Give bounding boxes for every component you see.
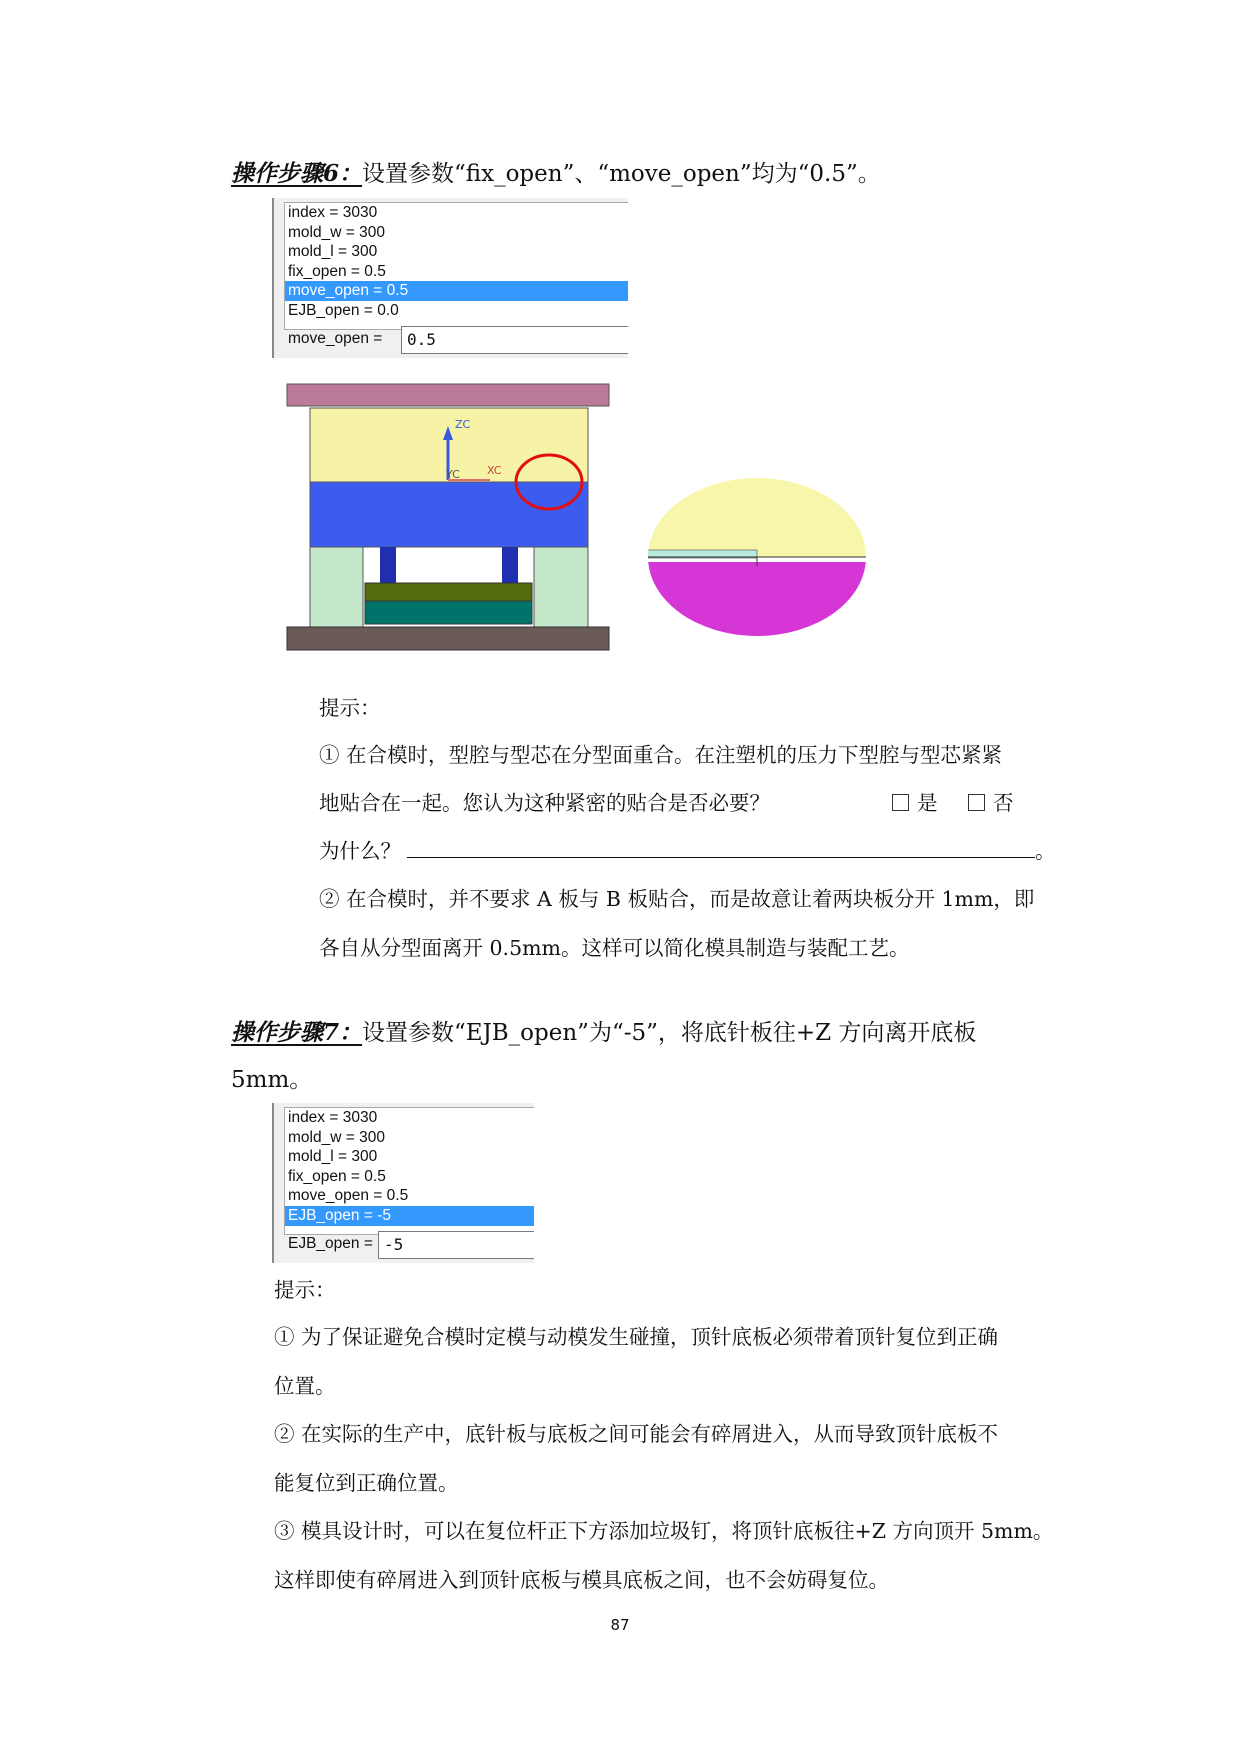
xc-label: XC bbox=[487, 464, 502, 477]
yes-label: 是 bbox=[917, 791, 938, 815]
parameter-panel-2 bbox=[272, 1103, 534, 1263]
list-item[interactable]: move_open = 0.5 bbox=[288, 1187, 409, 1205]
list-item[interactable]: index = 3030 bbox=[288, 204, 378, 221]
step7-text: 设置参数“EJB_open”为“-5”，将底针板往+Z 方向离开底板 bbox=[362, 1020, 977, 1046]
value-input-1[interactable]: 0.5 bbox=[401, 326, 628, 354]
page-number: 87 bbox=[610, 1616, 630, 1634]
list-item[interactable]: mold_w = 300 bbox=[288, 1128, 385, 1146]
spacer-block-right bbox=[534, 547, 588, 627]
step7-text-line2: 5mm。 bbox=[231, 1067, 313, 1093]
list-item[interactable]: mold_l = 300 bbox=[288, 243, 378, 261]
yc-label: YC bbox=[446, 468, 460, 481]
parameter-panel-1 bbox=[272, 198, 628, 358]
list-item-selected[interactable]: EJB_open = -5 bbox=[285, 1206, 534, 1226]
why-answer-blank[interactable] bbox=[407, 837, 1035, 858]
no-option[interactable] bbox=[968, 789, 1014, 817]
spacer-block-left bbox=[310, 547, 363, 627]
tips6-title: 提示： bbox=[319, 696, 381, 720]
parameter-list-1[interactable] bbox=[284, 202, 628, 330]
list-item[interactable]: mold_l = 300 bbox=[288, 1148, 378, 1166]
step6-heading bbox=[231, 158, 881, 190]
list-item[interactable]: mold_w = 300 bbox=[288, 223, 385, 241]
yes-checkbox[interactable] bbox=[892, 794, 909, 811]
edit-label-2: EJB_open = bbox=[288, 1235, 373, 1252]
ejector-plate bbox=[365, 601, 532, 624]
list-item[interactable]: EJB_open = 0.0 bbox=[288, 301, 399, 319]
edit-label-1: move_open = bbox=[288, 330, 383, 347]
b-plate bbox=[310, 482, 588, 547]
tips7-item2-line1: ② 在实际的生产中，底针板与底板之间可能会有碎屑进入，从而导致顶针底板不 bbox=[274, 1422, 999, 1446]
list-item[interactable]: index = 3030 bbox=[288, 1109, 378, 1126]
tips6-item2-line1: ② 在合模时，并不要求 A 板与 B 板贴合，而是故意让着两块板分开 1mm，即 bbox=[319, 887, 1035, 911]
tips6-item1-line2: 地贴合在一起。您认为这种紧密的贴合是否必要？ bbox=[319, 791, 770, 815]
return-pin-right bbox=[502, 547, 518, 583]
tips7-item1-line1: ① 为了保证避免合模时定模与动模发生碰撞，顶针底板必须带着顶针复位到正确 bbox=[274, 1325, 999, 1349]
no-checkbox[interactable] bbox=[968, 794, 985, 811]
bottom-clamp-plate bbox=[287, 627, 609, 650]
tips7-title: 提示： bbox=[274, 1278, 336, 1302]
step6-text: 设置参数“fix_open”、“move_open”均为“0.5”。 bbox=[362, 161, 881, 187]
zc-label: ZC bbox=[455, 418, 471, 431]
tips7-item2-line2: 能复位到正确位置。 bbox=[274, 1471, 459, 1495]
why-label: 为什么？ bbox=[319, 839, 401, 863]
why-period: 。 bbox=[1035, 839, 1056, 863]
list-item-selected[interactable]: move_open = 0.5 bbox=[285, 281, 628, 301]
why-line bbox=[319, 837, 1056, 865]
no-label: 否 bbox=[993, 791, 1014, 815]
step7-label: 操作步骤7： bbox=[231, 1019, 363, 1046]
ejector-retainer-plate bbox=[365, 583, 532, 601]
yes-option[interactable] bbox=[892, 789, 938, 817]
top-clamp-plate bbox=[287, 384, 609, 406]
return-pin-left bbox=[380, 547, 396, 583]
list-item[interactable]: fix_open = 0.5 bbox=[288, 1167, 386, 1185]
tips6-item2-line2: 各自从分型面离开 0.5mm。这样可以简化模具制造与装配工艺。 bbox=[319, 936, 910, 960]
step7-heading bbox=[231, 1017, 976, 1049]
step6-label: 操作步骤6： bbox=[231, 160, 363, 187]
detail-view bbox=[640, 468, 880, 652]
value-input-2[interactable]: -5 bbox=[378, 1231, 534, 1259]
list-item[interactable]: fix_open = 0.5 bbox=[288, 262, 386, 280]
tips6-item1-line1: ① 在合模时，型腔与型芯在分型面重合。在注塑机的压力下型腔与型芯紧紧 bbox=[319, 743, 1003, 767]
tips7-item3-line1: ③ 模具设计时，可以在复位杆正下方添加垃圾钉，将顶针底板往+Z 方向顶开 5mm。 bbox=[274, 1519, 1054, 1543]
tips7-item1-line2: 位置。 bbox=[274, 1374, 336, 1398]
parameter-list-2[interactable] bbox=[284, 1107, 534, 1235]
mold-diagram bbox=[280, 378, 888, 678]
tips7-item3-line2: 这样即使有碎屑进入到顶针底板与模具底板之间，也不会妨碍复位。 bbox=[274, 1568, 889, 1592]
